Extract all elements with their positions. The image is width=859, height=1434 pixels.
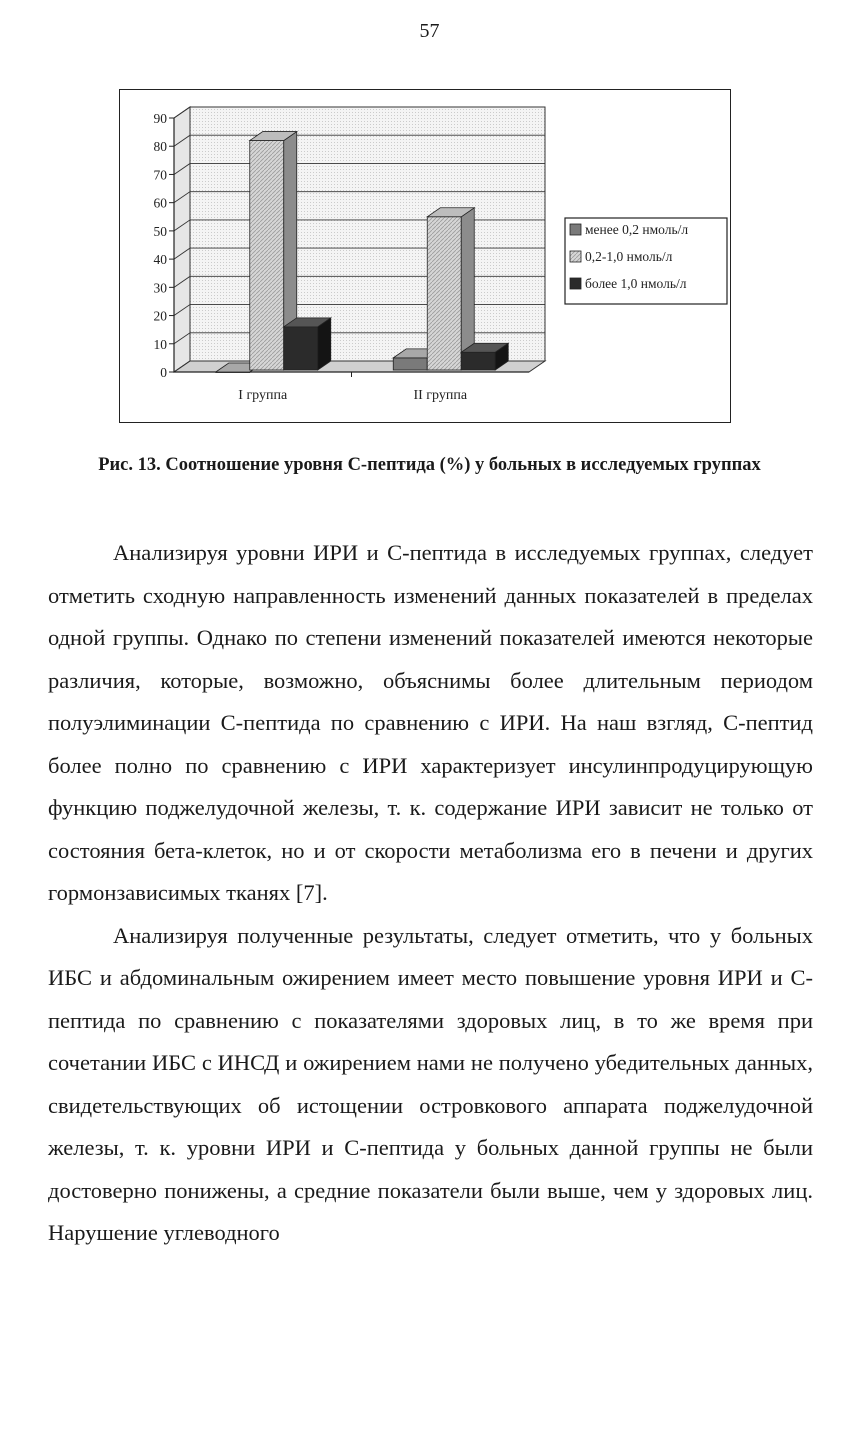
y-tick-label: 90 — [153, 111, 167, 126]
legend-swatch — [570, 251, 581, 262]
x-category-label: II группа — [413, 388, 468, 403]
page-number: 57 — [419, 20, 440, 42]
bar-front — [427, 217, 461, 370]
y-tick-label: 70 — [153, 167, 167, 183]
chart-left-wall — [174, 107, 190, 372]
paragraph-1: Анализируя уровни ИРИ и С-пептида в исследуемых группах, следует отметить сходную направленность изменений данных показателей в пределах одной группы. Однако по степени изменений показателей имеются некоторые различия, которые, возможно, объяснимы более длительным периодом полуэлиминации С-пептида по сравнению с ИРИ. На наш взгляд, С-пептид более полно по сравнению с ИРИ характеризует инсулинпродуцирующую функцию поджелудочной железы, т. к. содержание ИРИ зависит не только от состояния бета-клеток, но и от скорости метаболизма его в печени и других гормонзависимых тканях [7]. — [48, 540, 813, 905]
y-tick-label: 0 — [160, 365, 167, 380]
y-tick-label: 40 — [153, 252, 167, 268]
x-category-label: I группа — [238, 388, 288, 403]
y-tick-label: 10 — [153, 336, 167, 352]
body-text — [48, 532, 813, 1255]
bar-front — [461, 352, 495, 370]
bar-front — [250, 141, 284, 370]
legend-swatch — [570, 278, 581, 289]
y-tick-label: 30 — [153, 280, 167, 296]
paragraph-2: Анализируя полученные результаты, следует отметить, что у больных ИБС и абдоминальным ожирением имеет место повышение уровня ИРИ и С-пептида по сравнению с показателями здоровых лиц, в то же время при сочетании ИБС с ИНСД и ожирением нами не получено убедительных данных, свидетельствующих об истощении островкового аппарата поджелудочной железы, т. к. уровни ИРИ и С-пептида у больных данной группы не были достоверно понижены, а средние показатели были выше, чем у здоровых лиц. Нарушение углеводного — [48, 922, 813, 1245]
legend-swatch — [570, 224, 581, 235]
bar-chart — [120, 90, 732, 424]
chart-back-wall — [190, 107, 545, 361]
y-tick-label: 20 — [153, 308, 167, 324]
y-tick-label: 80 — [153, 139, 167, 155]
figure-frame — [119, 89, 731, 423]
y-tick-label: 60 — [153, 195, 167, 211]
figure-caption: Рис. 13. Соотношение уровня С-пептида (%) у больных в исследуемых группах — [98, 455, 761, 475]
legend-label: 0,2-1,0 нмоль/л — [585, 249, 673, 264]
legend-label: более 1,0 нмоль/л — [585, 276, 687, 291]
bar-front — [393, 358, 427, 370]
legend-label: менее 0,2 нмоль/л — [585, 222, 689, 237]
y-tick-label: 50 — [153, 223, 167, 239]
bar-front — [284, 327, 318, 370]
